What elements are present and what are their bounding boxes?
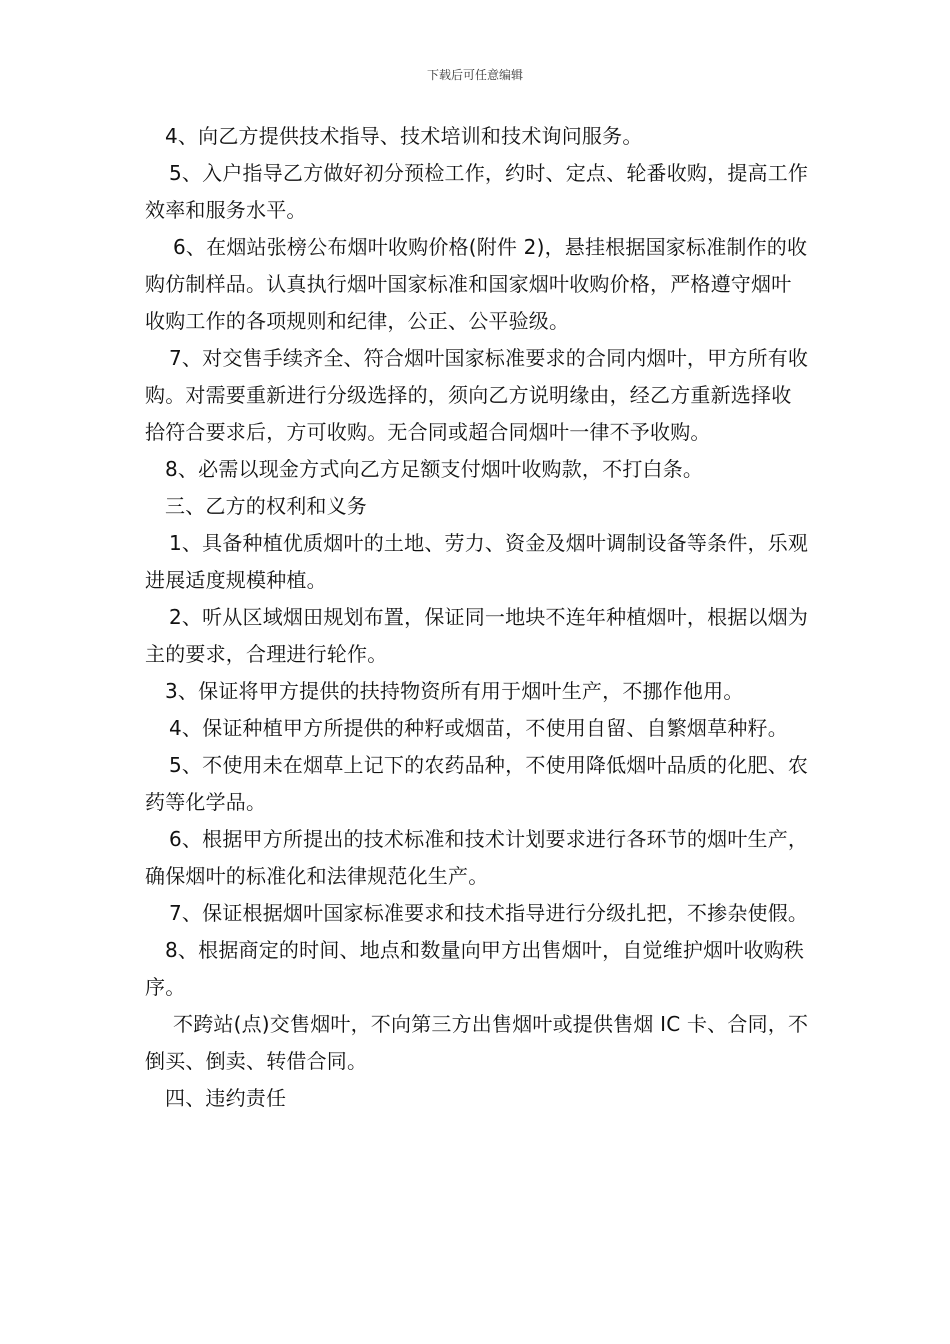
paragraph-a4: 4、向乙方提供技术指导、技术培训和技术询问服务。 [165,124,643,148]
paragraph-b2: 2、听从区域烟田规划布置，保证同一地块不连年种植烟叶，根据以烟为主的要求，合理进行轮作。 [145,605,809,666]
paragraph-a7: 7、对交售手续齐全、符合烟叶国家标准要求的合同内烟叶，甲方所有收购。对需要重新进行分级选择的，须向乙方说明缘由，经乙方重新选择收拾符合要求后，方可收购。无合同或超合同烟叶一律不予收购。 [145,346,809,444]
paragraph-b7: 7、保证根据烟叶国家标准要求和技术指导进行分级扎把，不掺杂使假。 [169,901,809,925]
paragraph-b8: 8、根据商定的时间、地点和数量向甲方出售烟叶，自觉维护烟叶收购秩序。 [145,938,805,999]
paragraph-b5: 5、不使用未在烟草上记下的农药品种，不使用降低烟叶品质的化肥、农药等化学品。 [145,753,809,814]
section-heading-3: 三、乙方的权利和义务 [165,494,367,518]
paragraph-b6: 6、根据甲方所提出的技术标准和技术计划要求进行各环节的烟叶生产，确保烟叶的标准化和法律规范化生产。 [145,827,809,888]
paragraph-a6: 6、在烟站张榜公布烟叶收购价格(附件 2)，悬挂根据国家标准制作的收购仿制样品。认真执行烟叶国家标准和国家烟叶收购价格，严格遵守烟叶收购工作的各项规则和纪律，公正、公平验级。 [145,235,808,333]
paragraph-b4: 4、保证种植甲方所提供的种籽或烟苗，不使用自留、自繁烟草种籽。 [169,716,788,740]
paragraph-b3: 3、保证将甲方提供的扶持物资所有用于烟叶生产，不挪作他用。 [165,679,744,703]
document-body [145,118,810,1117]
paragraph-b9: 不跨站(点)交售烟叶，不向第三方出售烟叶或提供售烟 IC 卡、合同，不倒买、倒卖、转借合同。 [145,1012,809,1073]
paragraph-a8: 8、必需以现金方式向乙方足额支付烟叶收购款，不打白条。 [165,457,704,481]
page-header: 下载后可任意编辑 [426,68,523,82]
paragraph-b1: 1、具备种植优质烟叶的土地、劳力、资金及烟叶调制设备等条件，乐观进展适度规模种植。 [145,531,809,592]
paragraph-a5: 5、入户指导乙方做好初分预检工作，约时、定点、轮番收购，提高工作效率和服务水平。 [145,161,809,222]
section-heading-4: 四、违约责任 [165,1086,287,1110]
